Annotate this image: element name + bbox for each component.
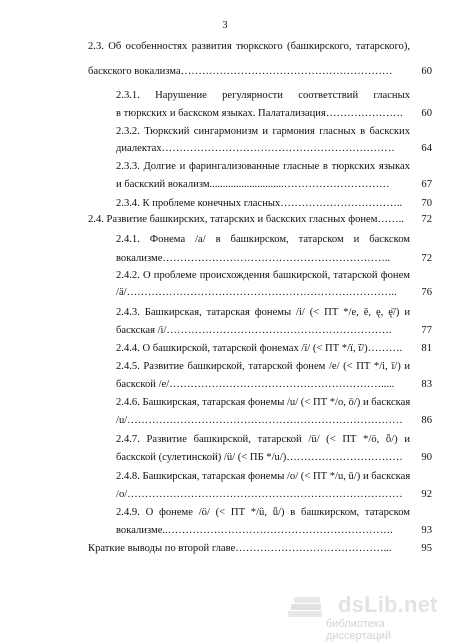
- toc-page-number: 70: [421, 198, 432, 209]
- toc-page-number: 72: [421, 214, 432, 225]
- toc-line: 2.4.1. Фонема /а/ в башкирском, татарском и баскском: [116, 234, 410, 245]
- toc-page-number: 95: [421, 543, 432, 554]
- toc-line: 2.3.2. Тюркский сингармонизм и гармония гласных в баскских: [116, 126, 410, 137]
- toc-page-number: 83: [421, 379, 432, 390]
- toc-page-number: 81: [421, 343, 432, 354]
- toc-page-number: 90: [421, 452, 432, 463]
- toc-line: 2.4.8. Башкирская, татарская фонемы /о/ (< ПТ */u, ū/) и баскская: [116, 471, 411, 482]
- watermark-subtitle: библиотека диссертаций: [326, 618, 392, 642]
- toc-page-number: 60: [421, 108, 432, 119]
- book-stack-icon: [286, 593, 324, 621]
- toc-page-number: 72: [421, 253, 432, 264]
- toc-page-number: 77: [421, 325, 432, 336]
- page-number: 3: [222, 20, 228, 31]
- toc-page-number: 60: [421, 66, 432, 77]
- toc-line: 2.4.9. О фонеме /ö/ (< ПТ */ü, ǖ/) в башкирском, татарском: [116, 507, 410, 518]
- toc-line: 2.3. Об особенностях развития тюркского (башкирского, татарского),: [88, 41, 410, 52]
- toc-page-number: 76: [421, 287, 432, 298]
- table-of-contents: 2.3. Об особенностях развития тюркского (башкирского, татарского), баскского вокализма…………………………………………………… 60 2.3.1. Нарушение регулярности соответствий гласных в тюркских и баскском языках. Палатализация…………………. 60 2.3.2. Тюркский сингармонизм и гармония гласных в баскских диалектах………………………………………………………… 64 2.3.3. Долгие и фарингализованные гласные в тюркских языках и баскский вокализм............................………………………… 67 2.3.4. К проблеме конечных гласных…………………………….. 70 2.4. Развитие башкирских, татарских и баскских гласных фонем…….. 72 2.4.1. Фонема /а/ в башкирском, татарском и баскском вокализме……………………………………………………….. 72 2.4.2. О проблеме происхождения башкирской, татарской фонем /ä/………………………………………………………………….. 76 2.4.3. Башкирская, татарская фонемы /i/ (< ПТ */е, ē, ę, ę̄/) и баскская /i/………………………………………………………. 77 2.4.4. О башкирской, татарской фонемах /ï/ (< ПТ */ï, ï̄/)………. 81 2.4.5. Развитие башкирской, татарской фонем /е/ (< ПТ */i, ī/) и баскской /е/……………………………………………………..... 83 2.4.6. Башкирская, татарская фонемы /u/ (< ПТ */о, ō/) и баскская /u/…………………………………………………………………… 86 2.4.7. Развитие башкирской, татарской /ü/ (< ПТ */ö, ȫ/) и баскской (сулетинской) /ü/ (< ПБ */u/)…………………………… 90 2.4.8. Башкирская, татарская фонемы /о/ (< ПТ */u, ū/) и баскская /о/…………………………………………………………………… 92 2.4.9. О фонеме /ö/ (< ПТ */ü, ǖ/) в башкирском, татарском вокализме..………………………………………………………. 93 Краткие выводы по второй главе……………………………………... 95: [88, 41, 432, 554]
- toc-line: 2.4.5. Развитие башкирской, татарской фонем /е/ (< ПТ */i, ī/) и: [116, 361, 410, 372]
- toc-line: 2.4.3. Башкирская, татарская фонемы /i/ (< ПТ */е, ē, ę, ę̄/) и: [116, 307, 410, 318]
- toc-line: 2.4.6. Башкирская, татарская фонемы /u/ (< ПТ */о, ō/) и баскская: [116, 397, 411, 408]
- toc-line: 2.4.7. Развитие башкирской, татарской /ü/ (< ПТ */ö, ȫ/) и: [116, 434, 410, 445]
- toc-page-number: 64: [421, 143, 432, 154]
- watermark-logo: dsLib.net: [338, 592, 438, 617]
- toc-line: 2.4.2. О проблеме происхождения башкирской, татарской фонем: [116, 270, 410, 281]
- toc-page-number: 67: [421, 179, 432, 190]
- toc-page-number: 92: [421, 489, 432, 500]
- toc-page-number: 93: [421, 525, 432, 536]
- toc-line: 2.3.3. Долгие и фарингализованные гласные в тюркских языках: [116, 161, 410, 172]
- toc-page-number: 86: [421, 415, 432, 426]
- toc-line: 2.3.1. Нарушение регулярности соответствий гласных: [116, 90, 410, 101]
- watermark: [286, 592, 446, 642]
